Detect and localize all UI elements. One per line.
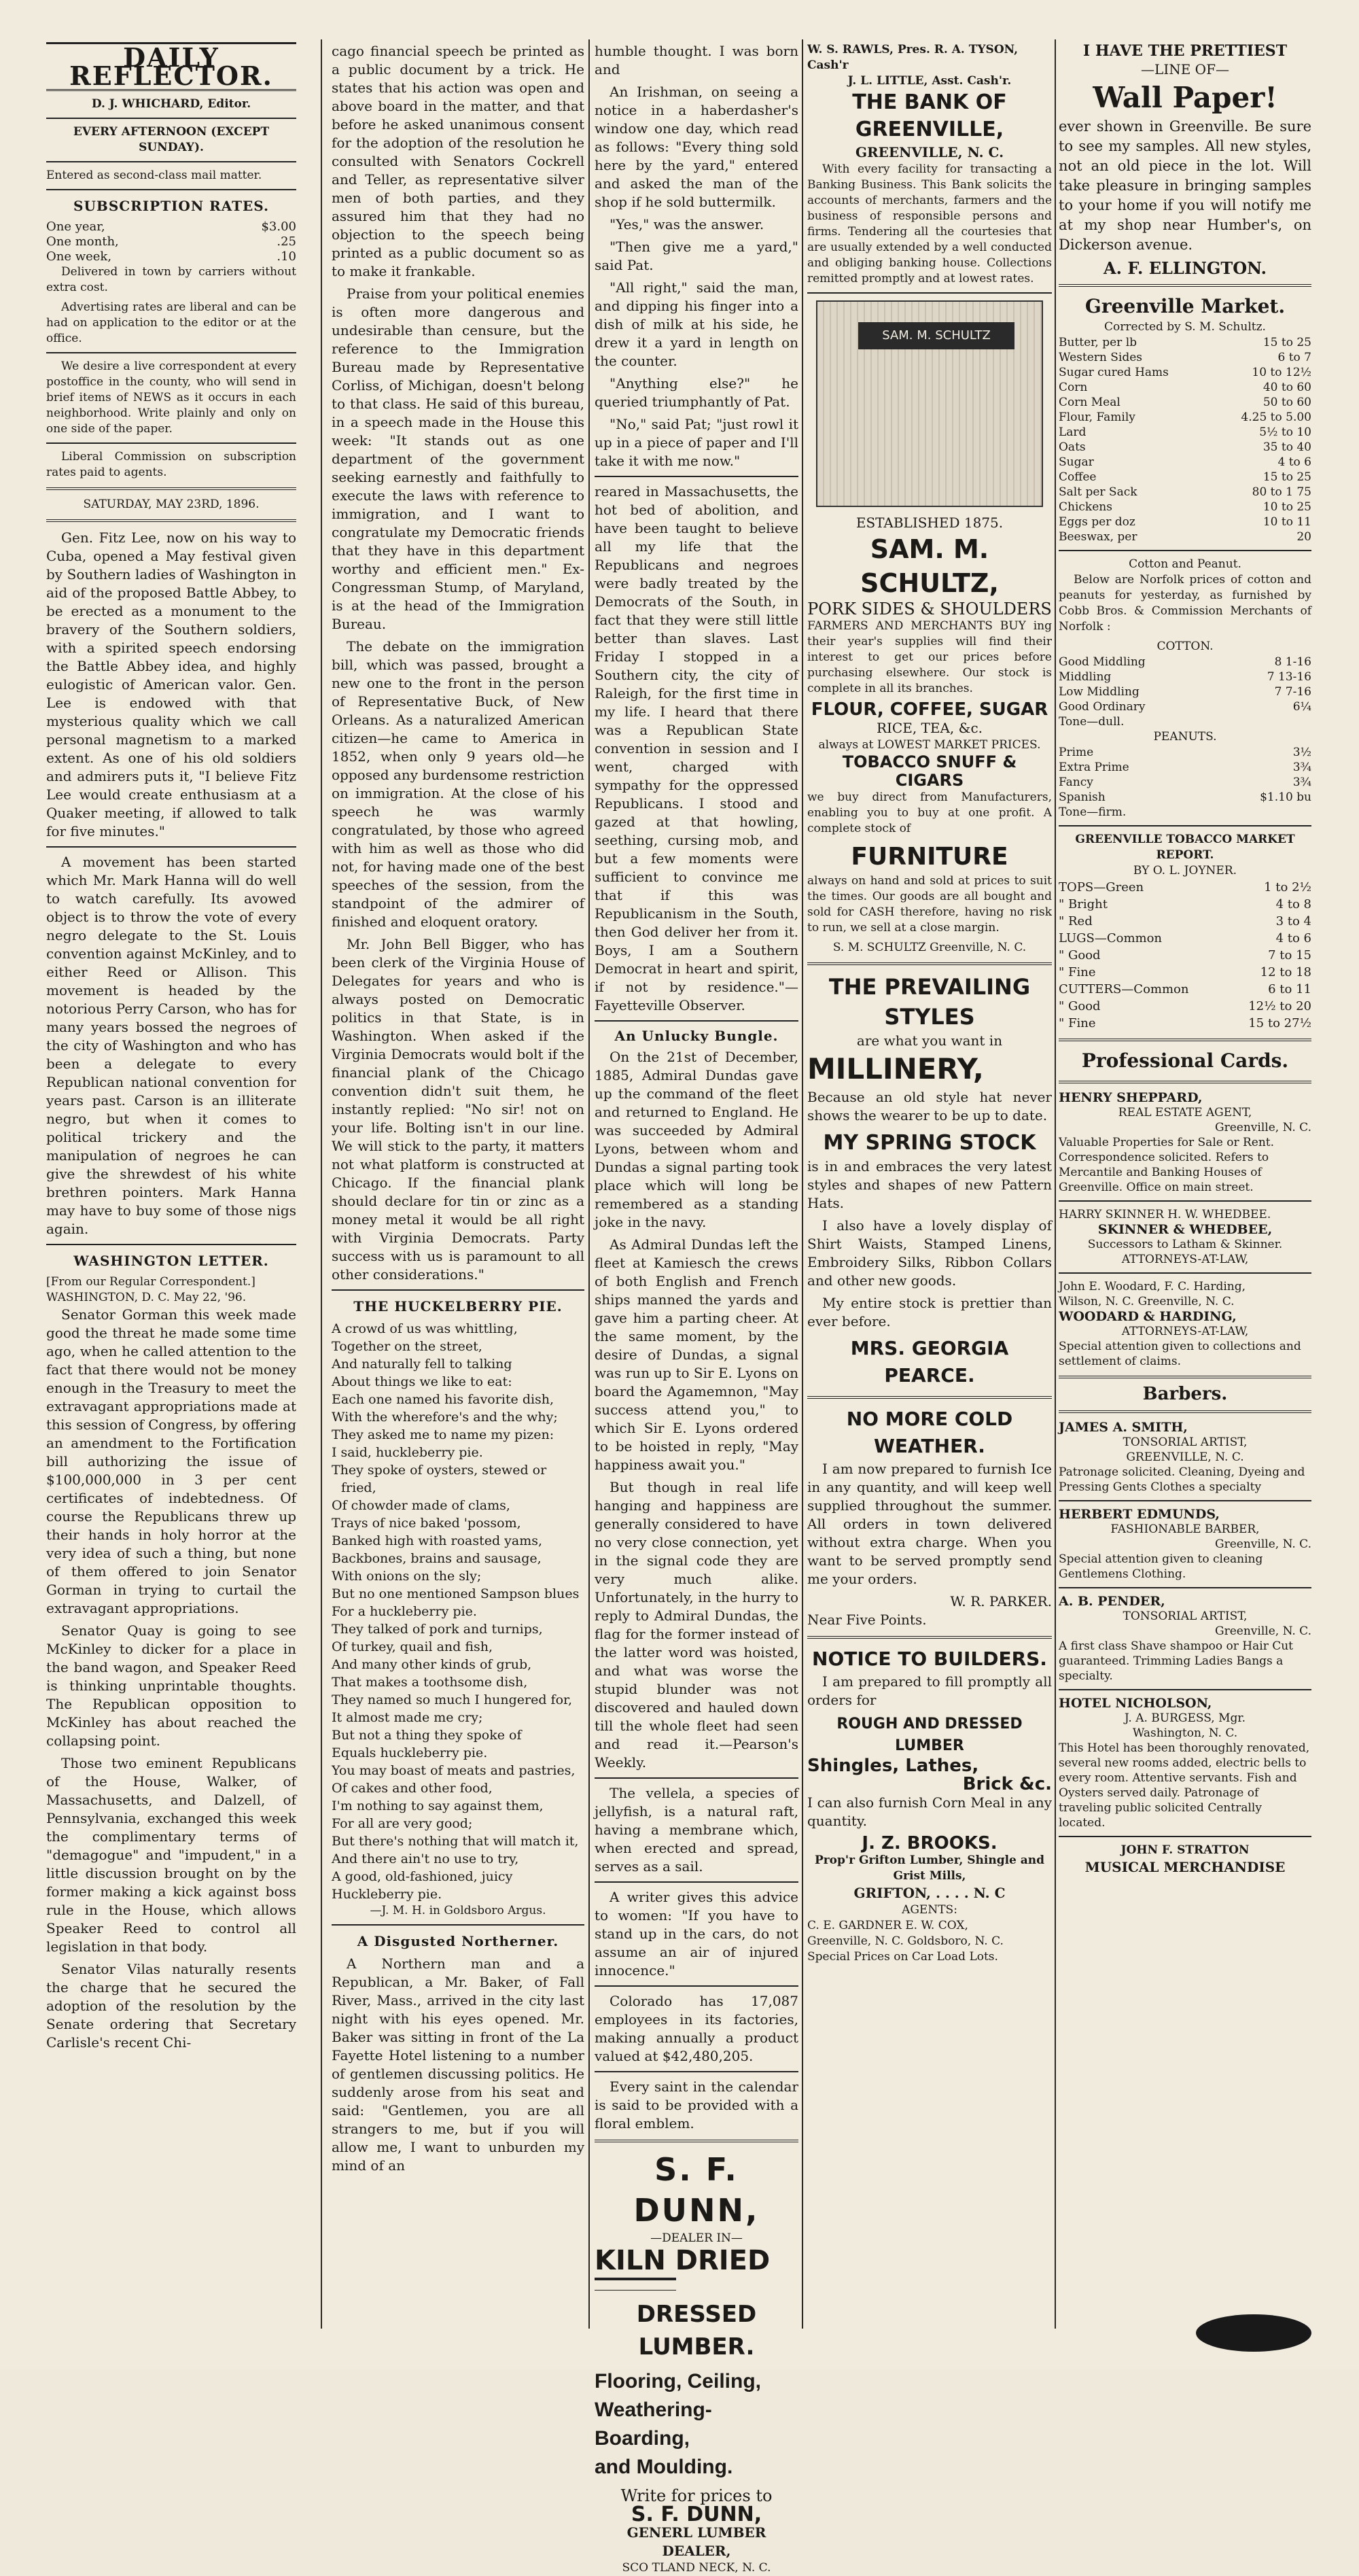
article-paragraph: A Northern man and a Republican, a Mr. Baker, of Fall River, Mass., arrived in the city last night with his eyes opened. Mr. Baker was sitting in front of the La Fayette Hotel listening to a number of gentlemen discussing politics. He suddenly arose from his seat and said: "Gentlemen, you are all strangers to me, but if you will allow me, I want to unburden my mind of an bbox=[332, 1955, 584, 2174]
article-paragraph: A movement has been started which Mr. Mark Hanna will do well to watch carefully. Its avowed object is to throw the vote of every negro delegate to the St. Louis convention against McKinley, and to either Reed or Allison. This movement is headed by the notorious Perry Carson, who has for many years bossed the negroes of the city of Washington and who has been a delegate to every Republican national convention for years past. Carson is an illiterate negro, but when it comes to political trickery and the manipulation of negroes he can give the shrewdest of his white brethren pointers. Mark Hanna may have to buy some of those nigs again. bbox=[46, 854, 296, 1237]
poem-line: A good, old-fashioned, juicy bbox=[332, 1869, 513, 1884]
price-row: " Fine 15 to 27½ bbox=[1059, 1016, 1311, 1030]
card-smith: JAMES A. SMITH, TONSORIAL ARTIST, GREENVILLE, N. C. Patronage solicited. Cleaning, Dyeing and Pressing Gents Clothes a specialty bbox=[1059, 1420, 1305, 1494]
poem-line: Of turkey, quail and fish, bbox=[332, 1639, 493, 1654]
bank-officers: W. S. RAWLS, Pres. R. A. TYSON, Cash'r bbox=[807, 43, 1019, 72]
poem-line: It almost made me cry; bbox=[332, 1710, 483, 1725]
poem-line: A crowd of us was whittling, bbox=[332, 1321, 518, 1336]
poem-body bbox=[332, 1320, 584, 1903]
price-row: Middling 7 13-16 bbox=[1059, 670, 1311, 684]
article-paragraph: Senator Quay is going to see McKinley to dicker for a place in the band wagon, and Speaker Reed is thinking unprintable thoughts. The Republican opposition to McKinley has about reached the collapsing point. bbox=[46, 1622, 296, 1749]
subscription-heading: SUBSCRIPTION RATES. bbox=[73, 198, 269, 214]
ice-text: I am now prepared to furnish Ice in any quantity, and will keep well supplied throughout the summer. All orders in town delivered without extra charge. When you want to be served promptly send me your orders. bbox=[807, 1461, 1052, 1587]
market-title: Greenville Market. bbox=[1084, 295, 1286, 317]
parker-location: Near Five Points. bbox=[807, 1612, 927, 1628]
poem-line: For a huckleberry pie. bbox=[332, 1604, 477, 1619]
spring-stock: MY SPRING STOCK bbox=[823, 1131, 1036, 1155]
dunn-ad-item: and Moulding. bbox=[595, 2456, 733, 2478]
stratton-name: JOHN F. STRATTON bbox=[1120, 1843, 1250, 1857]
dunn-ad-name: S. F. DUNN, bbox=[631, 2503, 762, 2526]
farmers-text: FARMERS AND MERCHANTS BUY ing their year's supplies will find their interest to get our prices before purchasing elsewhere. Our stock is complete in all its branches. bbox=[807, 619, 1052, 695]
issue-date: SATURDAY, MAY 23RD, 1896. bbox=[83, 498, 260, 511]
anecdote-paragraph: "All right," said the man, and dipping his finger into a dish of milk at his side, he drew it a yard in length on the counter. bbox=[595, 279, 798, 369]
corn-text: I can also furnish Corn Meal in any quantity. bbox=[807, 1794, 1052, 1829]
bank-name: THE BANK OF GREENVILLE, bbox=[852, 90, 1007, 141]
poem-line: With onions on the sly; bbox=[332, 1569, 482, 1584]
price-row: LUGS—Common 4 to 6 bbox=[1059, 931, 1311, 945]
anecdote-paragraph: "Yes," was the answer. bbox=[610, 216, 764, 232]
commission-text: Liberal Commission on subscription rates paid to agents. bbox=[46, 450, 296, 479]
spring-text: is in and embraces the very latest styles and shapes of new Pattern Hats. bbox=[807, 1158, 1052, 1211]
column-rule bbox=[588, 39, 590, 2329]
price-row: Low Middling 7 7-16 bbox=[1059, 685, 1311, 699]
display-text: I also have a lovely display of Shirt Waists, Stamped Linens, Embroidery Silks, Ribbon Collars and other new goods. bbox=[807, 1217, 1052, 1289]
ornament-icon bbox=[595, 2278, 676, 2291]
poem-line: Equals huckleberry pie. bbox=[332, 1745, 488, 1760]
filler-item: Colorado has 17,087 employees in its factories, making annually a product valued at $42,480,205. bbox=[595, 1993, 798, 2064]
store-illustration bbox=[816, 300, 1043, 507]
rate-row: One week, .10 bbox=[46, 249, 296, 264]
furniture-line: FURNITURE bbox=[851, 843, 1008, 871]
price-row: " Good 7 to 15 bbox=[1059, 948, 1311, 962]
ellington-name: A. F. ELLINGTON. bbox=[1104, 258, 1267, 278]
poem-line: Each one named his favorite dish, bbox=[332, 1392, 554, 1407]
price-row: Tone—dull. bbox=[1059, 715, 1125, 729]
poem-line: Together on the street, bbox=[332, 1339, 482, 1354]
column-5 bbox=[1059, 42, 1311, 2322]
poem-line: I said, huckleberry pie. bbox=[332, 1445, 483, 1460]
wallpaper-line: —LINE OF— bbox=[1141, 61, 1229, 77]
poem-title: THE HUCKELBERRY PIE. bbox=[353, 1298, 563, 1315]
poem-line: And there ain't no use to try, bbox=[332, 1851, 519, 1866]
poem-line: But not a thing they spoke of bbox=[332, 1728, 522, 1743]
article-paragraph: As Admiral Dundas left the fleet at Kamiesch the crews of both English and French ships manned the yards and gave him a parting cheer. At the same moment, by the desire of Dundas, a signal was run up to Sir E. Lyons on board the Agamemnon, "May success attend you," to which Sir E. Lyons ordered to be hoisted in reply, "May happiness await you." bbox=[595, 1236, 798, 1473]
peanuts-label: PEANUTS. bbox=[1153, 730, 1217, 744]
price-row: Oats 35 to 40 bbox=[1059, 440, 1311, 454]
carload-line: Special Prices on Car Load Lots. bbox=[807, 1950, 998, 1964]
stratton-line: MUSICAL MERCHANDISE bbox=[1084, 1859, 1286, 1875]
poem-line: For all are very good; bbox=[332, 1816, 473, 1831]
poem-line: They talked of pork and turnips, bbox=[332, 1622, 543, 1637]
poem-line: Backbones, brains and sausage, bbox=[332, 1551, 542, 1566]
schultz-signature: S. M. SCHULTZ Greenville, N. C. bbox=[832, 941, 1027, 954]
dunn-ad-dressed: DRESSED LUMBER. bbox=[636, 2301, 757, 2361]
article-paragraph: Mr. John Bell Bigger, who has been clerk of the Virginia House of Delegates for years and who is always posted on Democratic politics in that State, is in Washington. When asked if the Virginia Democrats would bolt if the financial plank of the Chicago convention didn't suit them, he instantly replied: "No sir! not on your life. Bolting isn't in our line. We will stick to the party, it matters not what platform is constructed at Chicago. If the financial plank should declare for tin or zinc as a money metal it would be all right with Virginia Democrats. Party success with us is paramount to all other considerations." bbox=[332, 936, 584, 1283]
price-row: Spanish $1.10 bu bbox=[1059, 790, 1311, 804]
article-paragraph: The debate on the immigration bill, which was passed, brought a new one to the front in the person of Representative Buck, of New Orleans. As a naturalized American citizen—he came to America in 1852, when only 9 years old—he opposed any burdensome restriction on immigration. At the close of his speech he was warmly congratulated, by those who agreed with him as well as those who did not, for having made one of the best speeches of the session, from the standpoint of the admirer of finished and eloquent oratory. bbox=[332, 638, 584, 930]
anecdote-paragraph: An Irishman, on seeing a notice in a haberdasher's window one day, which read as follows: "Every thing sold here by the yard," entered and asked the man of the shop if he sold buttermilk. bbox=[595, 84, 798, 210]
filler-item: Every saint in the calendar is said to be provided with a floral emblem. bbox=[595, 2078, 798, 2131]
masthead-title: DAILY REFLECTOR. bbox=[46, 42, 296, 91]
furniture-text: always on hand and sold at prices to suit the times. Our goods are all bought and sold for CASH therefore, having no risk to run, we sell at a close margin. bbox=[807, 874, 1052, 935]
want-line: are what you want in bbox=[856, 1032, 1003, 1049]
entered-line: Entered as second-class mail matter. bbox=[46, 169, 262, 182]
article-paragraph: Those two eminent Republicans of the House, Walker, of Massachusetts, and Dalzell, of Pennsylvania, exchanged this week the complimentary terms of "demagogue" and "impudent," in a little discussion brought on by the former making a kick against boss rule in the House, which allows Speaker Reed to control all legislation in that body. bbox=[46, 1755, 296, 1955]
price-row: Tone—firm. bbox=[1059, 805, 1127, 819]
barbers-heading: Barbers. bbox=[1142, 1384, 1228, 1404]
price-row: TOPS—Green 1 to 2½ bbox=[1059, 880, 1311, 894]
grifton-line: GRIFTON, . . . . N. C bbox=[853, 1885, 1006, 1901]
prevailing-styles: THE PREVAILING STYLES bbox=[828, 974, 1031, 1030]
price-row: Lard 5½ to 10 bbox=[1059, 425, 1311, 439]
column-rule bbox=[321, 39, 322, 2329]
price-row: Sugar 4 to 6 bbox=[1059, 455, 1311, 469]
poem-line: Trays of nice baked 'possom, bbox=[332, 1516, 521, 1531]
dunn-ad-address: SCO TLAND NECK, N. C. bbox=[622, 2561, 771, 2575]
delivered-text: Delivered in town by carriers without extra cost. bbox=[46, 265, 296, 294]
market-corrected: Corrected by S. M. Schultz. bbox=[1104, 320, 1266, 334]
cold-weather: NO MORE COLD WEATHER. bbox=[846, 1408, 1013, 1457]
column-2 bbox=[332, 42, 584, 2322]
article-heading: WASHINGTON LETTER. bbox=[73, 1253, 269, 1269]
price-row: Western Sides 6 to 7 bbox=[1059, 351, 1311, 364]
price-row: Chickens 10 to 25 bbox=[1059, 500, 1311, 514]
prettier-text: My entire stock is prettier than ever before. bbox=[807, 1295, 1052, 1329]
millinery-title: MILLINERY, bbox=[807, 1052, 984, 1085]
article-paragraph: humble thought. I was born and bbox=[595, 43, 798, 77]
rice-line: RICE, TEA, &c. bbox=[876, 720, 983, 736]
article-paragraph: Praise from your political enemies is often more dangerous and undesirable than censure, but the reference to the Immigration Bureau made by Representative Corliss, of Michigan, doesn't belong to that class. He said of this bureau, in a speech made in the House this week: "It stands out as one department of the government seeking earnestly and faithfully to execute the laws with reference to immigration, and I want to congratulate my Democratic friends that they have in this department worthy and efficient men." Ex-Congressman Stump, of Maryland, is at the head of the Immigration Bureau. bbox=[332, 285, 584, 632]
advertising-text: Advertising rates are liberal and can be had on application to the editor or at the office. bbox=[46, 300, 296, 345]
tobacco-by: BY O. L. JOYNER. bbox=[1133, 864, 1237, 877]
poem-line: And naturally fell to talking bbox=[332, 1357, 512, 1372]
rate-row: One year, $3.00 bbox=[46, 220, 296, 234]
bank-officers2: J. L. LITTLE, Asst. Cash'r. bbox=[847, 74, 1012, 88]
price-row: Prime 3½ bbox=[1059, 746, 1311, 759]
parker-name: W. R. PARKER. bbox=[950, 1593, 1052, 1609]
issue-line: EVERY AFTERNOON (EXCEPT SUNDAY). bbox=[73, 125, 270, 154]
poem-line: They named so much I hungered for, bbox=[332, 1692, 573, 1707]
price-row: Corn 40 to 60 bbox=[1059, 381, 1311, 394]
poem-line: But there's nothing that will match it, bbox=[332, 1834, 579, 1849]
wallpaper-title: Wall Paper! bbox=[1093, 81, 1277, 114]
poem-line: Huckleberry pie. bbox=[332, 1887, 442, 1902]
card-skinner: HARRY SKINNER H. W. WHEDBEE. SKINNER & WHEDBEE, Successors to Latham & Skinner. ATTORNEYS-AT-LAW, bbox=[1059, 1208, 1283, 1266]
flour-line: FLOUR, COFFEE, SUGAR bbox=[811, 699, 1048, 720]
builders-title: NOTICE TO BUILDERS. bbox=[812, 1648, 1047, 1670]
correspondent-text: We desire a live correspondent at every postoffice in the county, who will send in brief items of NEWS as it occurs in each neighborhood. Write plainly and only on one side of the paper. bbox=[46, 360, 296, 436]
poem-line: They asked me to name my pizen: bbox=[332, 1427, 554, 1442]
poem-line: Of chowder made of clams, bbox=[332, 1498, 510, 1513]
card-pender: A. B. PENDER, TONSORIAL ARTIST, Greenville, N. C. A first class Shave shampoo or Hair Cut guaranteed. Trimming Ladies Bangs a specialty. bbox=[1059, 1594, 1311, 1683]
anecdote-paragraph: "Then give me a yard," said Pat. bbox=[595, 239, 798, 273]
price-row: Butter, per lb 15 to 25 bbox=[1059, 336, 1311, 349]
poem-signature: —J. M. H. in Goldsboro Argus. bbox=[370, 1904, 546, 1917]
builders-text: I am prepared to fill promptly all orders for bbox=[807, 1673, 1052, 1708]
price-row: " Fine 12 to 18 bbox=[1059, 965, 1311, 979]
column-1 bbox=[46, 42, 296, 2322]
editor-line: D. J. WHICHARD, Editor. bbox=[91, 97, 251, 111]
buy-text: we buy direct from Manufacturers, enabling you to buy at one profit. A complete stock of bbox=[807, 790, 1052, 835]
tobacco-prices bbox=[1059, 879, 1311, 1032]
agents-label: AGENTS: bbox=[902, 1903, 957, 1917]
bank-text: With every facility for transacting a Banking Business. This Bank solicits the accounts of merchants, farmers and the business of responsible persons and firms. Tendering all the courtesies that are usually extended by a well conducted and obliging banking house. Collections remitted promptly and at lowest rates. bbox=[807, 162, 1052, 285]
poem-line: You may boast of meats and pastries, bbox=[332, 1763, 576, 1778]
price-row: " Red 3 to 4 bbox=[1059, 914, 1311, 928]
cotton-label: COTTON. bbox=[1157, 640, 1214, 653]
column-4 bbox=[807, 42, 1052, 2322]
bank-location: GREENVILLE, N. C. bbox=[855, 144, 1004, 160]
price-row: Extra Prime 3¾ bbox=[1059, 761, 1311, 774]
card-edmunds: HERBERT EDMUNDS, FASHIONABLE BARBER, Greenville, N. C. Special attention given to cleaning Gentlemens Clothing. bbox=[1059, 1507, 1311, 1581]
dunn-ad-title: S. F. DUNN, bbox=[633, 2151, 760, 2229]
price-row: Salt per Sack 80 to 1 75 bbox=[1059, 485, 1311, 499]
price-row: Good Ordinary 6¼ bbox=[1059, 700, 1311, 714]
price-row: Coffee 15 to 25 bbox=[1059, 470, 1311, 484]
price-row: Corn Meal 50 to 60 bbox=[1059, 396, 1311, 409]
article-source: [From our Regular Correspondent.] bbox=[46, 1275, 255, 1289]
price-row: Flour, Family 4.25 to 5.00 bbox=[1059, 411, 1311, 424]
article-dateline: WASHINGTON, D. C. May 22, '96. bbox=[46, 1291, 247, 1304]
dunn-ad-dealer2: GENERL LUMBER DEALER, bbox=[626, 2524, 766, 2559]
card-woodard: John E. Woodard, F. C. Harding, Wilson, N. C. Greenville, N. C. WOODARD & HARDING, ATTORNEYS-AT-LAW, Special attention given to collections and settlement of claims. bbox=[1059, 1280, 1301, 1368]
price-row: Eggs per doz 10 to 11 bbox=[1059, 515, 1311, 529]
agents-names: C. E. GARDNER E. W. COX, bbox=[807, 1919, 968, 1932]
column-rule bbox=[1055, 39, 1056, 2329]
pork-line: PORK SIDES & SHOULDERS bbox=[807, 599, 1052, 619]
poem-line: I'm nothing to say against them, bbox=[332, 1798, 544, 1813]
brooks-prop: Prop'r Grifton Lumber, Shingle and Grist Mills, bbox=[814, 1853, 1045, 1883]
poem-line: Banked high with roasted yams, bbox=[332, 1533, 543, 1548]
price-row: CUTTERS—Common 6 to 11 bbox=[1059, 982, 1311, 996]
dunn-ad-kiln: KILN DRIED bbox=[595, 2245, 771, 2276]
rate-row: One month, .25 bbox=[46, 234, 296, 249]
price-row: " Bright 4 to 8 bbox=[1059, 897, 1311, 911]
poem-line: With the wherefore's and the why; bbox=[332, 1410, 558, 1425]
professional-heading: Professional Cards. bbox=[1081, 1049, 1289, 1072]
price-row: Sugar cured Hams 10 to 12½ bbox=[1059, 366, 1311, 379]
article-paragraph: On the 21st of December, 1885, Admiral Dundas gave up the command of the fleet and returned to England. He was succeeded by Admiral Lyons, between whom and Dundas a signal parting took place which will long be remembered as a standing joke in the navy. bbox=[595, 1049, 798, 1230]
dunn-ad-write: Write for prices to bbox=[620, 2486, 773, 2505]
column-3 bbox=[595, 42, 798, 2575]
article-paragraph: But though in real life hanging and happiness are generally considered to have no very close connection, yet in the signal code they are very much alike. Unfortunately, in the hurry to reply to Admiral Dundas, the flag for the former instead of the latter word was hoisted, and what was worse the stupid blunder was not discovered and hauled down till the whole fleet had seen and read it.—Pearson's Weekly. bbox=[595, 1479, 798, 1771]
anecdote-paragraph: "Anything else?" he queried triumphantly of Pat. bbox=[595, 375, 798, 410]
column-rule bbox=[802, 39, 803, 2329]
poem-line: Of cakes and other food, bbox=[332, 1781, 493, 1796]
article-paragraph: reared in Massachusetts, the hot bed of abolition, and have been taught to believe all my life that the Republicans and negroes were badly treated by the Democrats of the South, in fact that they were still little better than slaves. Last Friday I stopped in a Southern city, the city of Raleigh, for the first time in my life. I heard that there was a Republican State convention in session and I went, charged with sympathy for the oppressed Republicans. I stood and gazed at that howling, seething, cursing mob, and but a few moments were sufficient to convince me that if this was Republicanism in the South, then God deliver her from it. Boys, I am a Southern Democrat in heart and spirit, if not by residence."—Fayetteville Observer. bbox=[595, 483, 798, 1013]
article-paragraph: Senator Vilas naturally resents the charge that he secured the adoption of the resolution by the Senate ordering that Secretary Carlisle's recent Chi- bbox=[46, 1961, 296, 2051]
pearce-name: MRS. GEORGIA PEARCE. bbox=[850, 1337, 1009, 1387]
shingles-line: Shingles, Lathes, bbox=[807, 1756, 979, 1776]
dunn-ad-item: Weathering-Boarding, bbox=[595, 2399, 712, 2450]
article-paragraph: cago financial speech be printed as a public document by a trick. He states that his action was open and above board in the matter, and that before he asked unanimous consent for the adoption of the resolution he consulted with Senators Cockrell and Teller, as representative silver men of both parties, and they assured him that they had no objection to the speech being printed as a public document so as to make it frankable. bbox=[332, 43, 584, 279]
poem-line: And many other kinds of grub, bbox=[332, 1657, 532, 1672]
price-row: Beeswax, per 20 bbox=[1059, 530, 1311, 544]
market-prices bbox=[1059, 335, 1311, 544]
agents-towns: Greenville, N. C. Goldsboro, N. C. bbox=[807, 1934, 1004, 1948]
filler-item: A writer gives this advice to women: "If you have to stand up in the cars, do not assume an air of injured innocence." bbox=[595, 1889, 798, 1979]
card-sheppard: HENRY SHEPPARD, REAL ESTATE AGENT, Greenville, N. C. Valuable Properties for Sale or Rent. Correspondence solicited. Refers to Mercantile and Banking Houses of Greenville. Office on main street. bbox=[1059, 1090, 1311, 1194]
article-paragraph: Senator Gorman this week made good the threat he made some time ago, when he called attention to the fact that there would not be money enough in the Treasury to meet the extravagant appropriations made at this session of Congress, by offering an amendment to the Fortification bill authorizing the issue of $100,000,000 in 3 per cent certificates of indebtedness. Of course the Republicans threw up their hands in holy horror at the very idea of such a thing, but none of them offered to join Senator Gorman in trying to curtail the extravagant appropriations. bbox=[46, 1306, 296, 1616]
dunn-ad-item: Flooring, Ceiling, bbox=[595, 2370, 761, 2392]
wallpaper-text: ever shown in Greenville. Be sure to see my samples. All new styles, not an old piece in the lot. Will take pleasure in bringing samples to your home if you will notify me at my shop near Humber's, on Dickerson avenue. bbox=[1059, 118, 1311, 253]
wallpaper-lead: I HAVE THE PRETTIEST bbox=[1082, 42, 1288, 60]
because-text: Because an old style hat never shows the wearer to be up to date. bbox=[807, 1089, 1052, 1124]
brick-line: Brick &c. bbox=[962, 1774, 1052, 1794]
article-paragraph: Gen. Fitz Lee, now on his way to Cuba, opened a May festival given by Southern ladies of Washington in aid of the proposed Battle Abbey, to be erected as a monument to the bravery of the Southern soldiers, with a spirited speech endorsing the Battle Abbey idea, and highly eulogistic of American valor. Gen. Lee is endowed with that mysterious quality which we call personal magnetism to a marked extent. As one of his old soldiers and admirers puts it, "I believe Fitz Lee would create enthusiasm at a Quaker meeting, if allowed to talk for five minutes." bbox=[46, 529, 296, 839]
rough-lumber: ROUGH AND DRESSED LUMBER bbox=[836, 1716, 1023, 1754]
dunn-ad-dealer: —DEALER IN— bbox=[650, 2231, 743, 2245]
poem-line: But no one mentioned Sampson blues bbox=[332, 1586, 580, 1601]
card-hotel: HOTEL NICHOLSON, J. A. BURGESS, Mgr. Washington, N. C. This Hotel has been thoroughly renovated, several new rooms added, electric bells to every room. Attentive servants. Fish and Oysters served daily. Patronage of traveling public solicited Centrally located. bbox=[1059, 1696, 1310, 1830]
lowest-line: always at LOWEST MARKET PRICES. bbox=[818, 738, 1041, 752]
poem-line: That makes a toothsome dish, bbox=[332, 1675, 528, 1690]
cotton-text: Below are Norfolk prices of cotton and peanuts for yesterday, as furnished by Cobb Bros. & Commission Merchants of Norfolk : bbox=[1059, 573, 1311, 633]
anecdote-paragraph: "No," said Pat; "just rowl it up in a piece of paper and I'll take it with me now." bbox=[595, 416, 798, 469]
price-row: Good Middling 8 1-16 bbox=[1059, 655, 1311, 669]
established-line: ESTABLISHED 1875. bbox=[855, 515, 1004, 531]
brooks-name: J. Z. BROOKS. bbox=[862, 1833, 998, 1853]
article-heading: A Disgusted Northerner. bbox=[357, 1933, 559, 1949]
poem-line: They spoke of oysters, stewed or fried, bbox=[332, 1463, 547, 1495]
article-heading: An Unlucky Bungle. bbox=[614, 1028, 779, 1044]
store-sign: SAM. M. SCHULTZ bbox=[858, 322, 1014, 349]
schultz-title: SAM. M. SCHULTZ, bbox=[860, 534, 999, 598]
peanut-prices bbox=[1059, 745, 1311, 820]
cotton-heading: Cotton and Peanut. bbox=[1129, 557, 1241, 571]
price-row: " Good 12½ to 20 bbox=[1059, 999, 1311, 1013]
price-row: Fancy 3¾ bbox=[1059, 776, 1311, 789]
poem-line: About things we like to eat: bbox=[332, 1374, 512, 1389]
filler-item: The vellela, a species of jellyfish, is a natural raft, having a membrane which, when erected and spread, serves as a sail. bbox=[595, 1785, 798, 1875]
tobacco-heading: GREENVILLE TOBACCO MARKET REPORT. bbox=[1075, 833, 1295, 862]
tobacco-line: TOBACCO SNUFF & CIGARS bbox=[842, 752, 1017, 790]
ink-blot bbox=[1196, 2314, 1311, 2352]
cotton-prices bbox=[1059, 655, 1311, 729]
